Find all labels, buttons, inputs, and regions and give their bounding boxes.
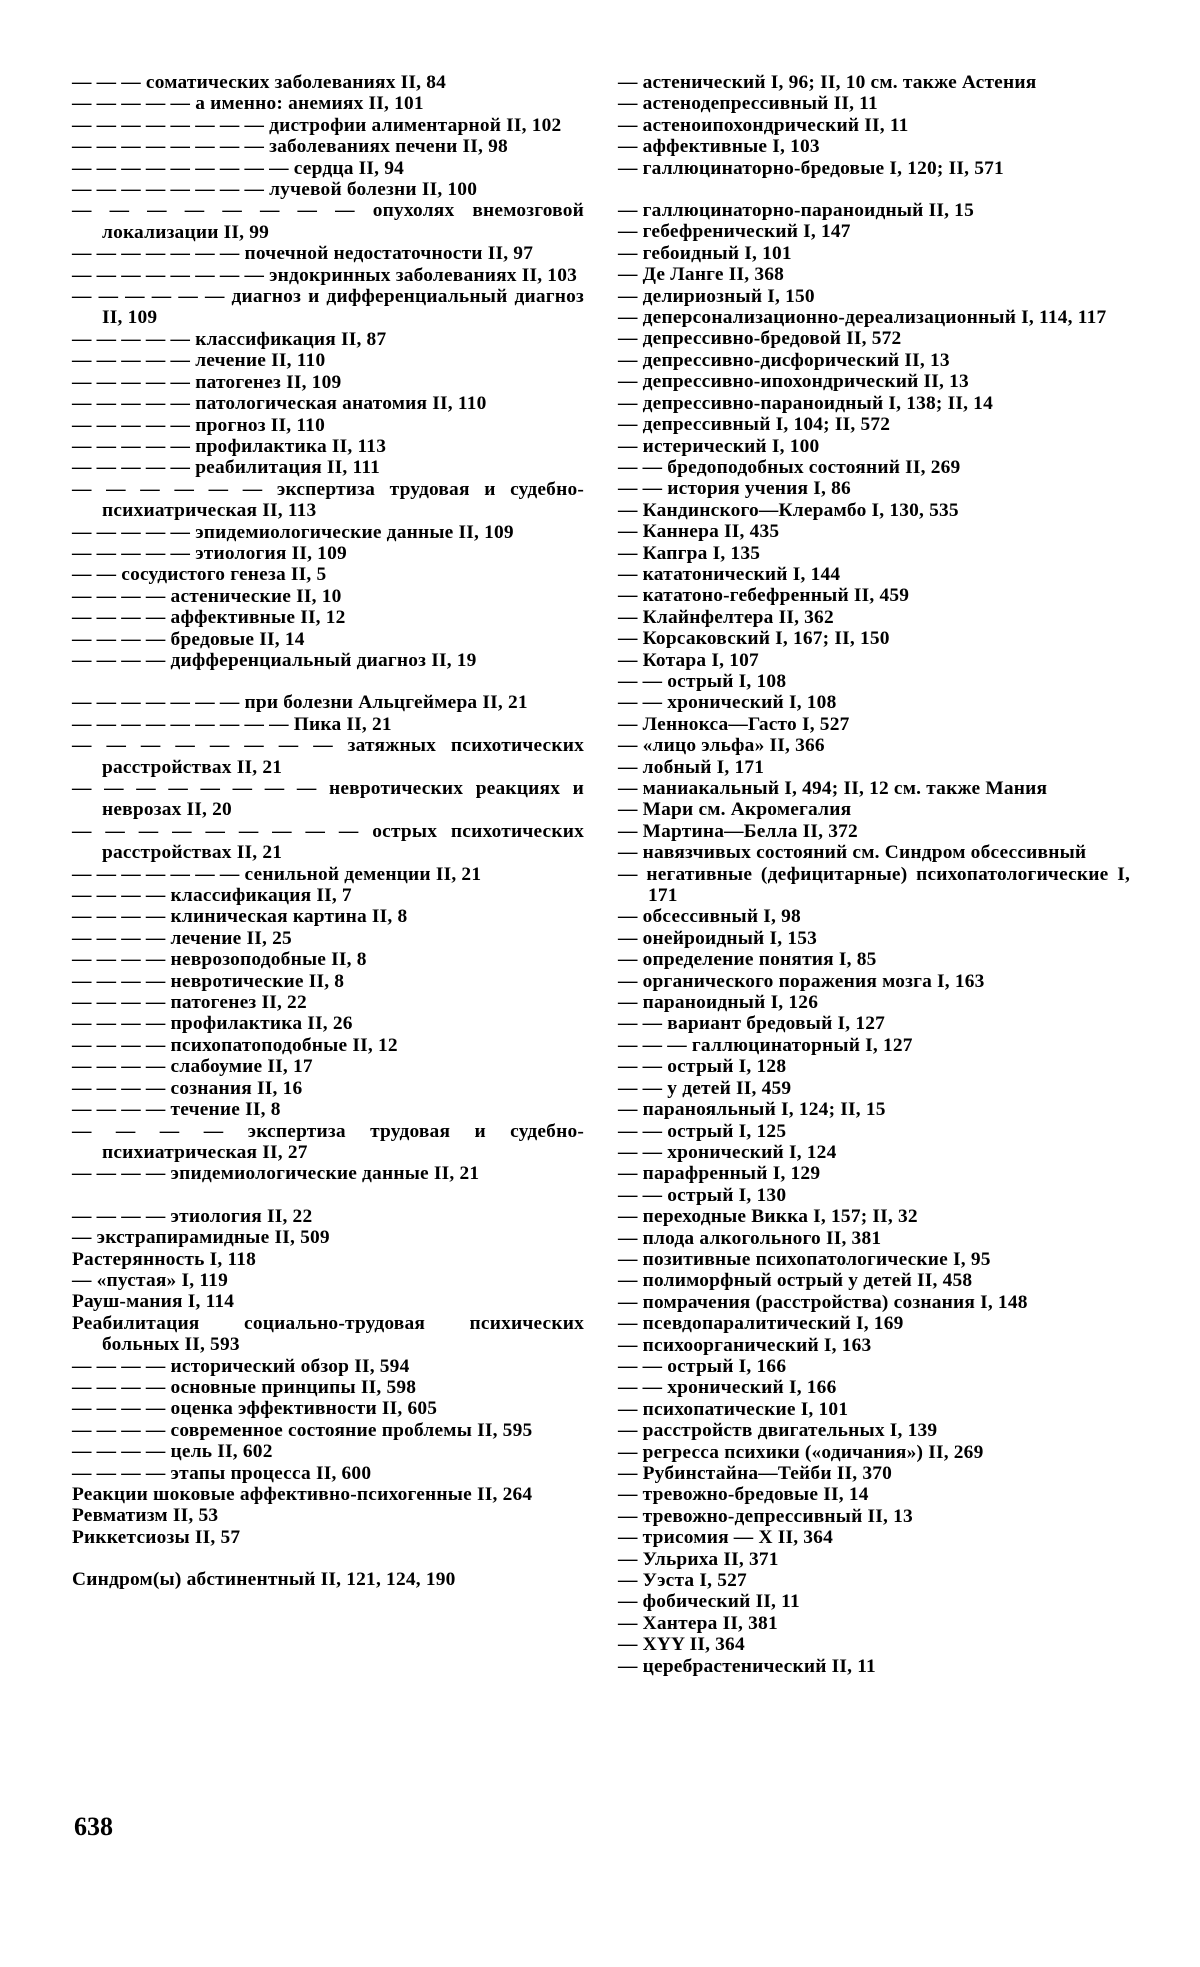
index-entry: — позитивные психопатологические I, 95 — [618, 1248, 991, 1270]
index-entry: — органического поражения мозга I, 163 — [618, 970, 985, 992]
index-entry: — — — — неврозоподобные II, 8 — [72, 949, 367, 971]
index-entry: Реакции шоковые аффективно-психогенные II, 264 — [72, 1484, 533, 1505]
index-entry: — — — — — реабилитация II, 111 — [72, 457, 381, 479]
index-entry: — психопатические I, 101 — [618, 1398, 849, 1420]
index-entry: — галлюцинаторно-бредовые I, 120; II, 571 — [618, 157, 1004, 179]
page-number: 638 — [74, 1812, 113, 1841]
index-entry: — — — — этапы процесса II, 600 — [72, 1462, 372, 1484]
index-entry: — — — — течение II, 8 — [72, 1099, 281, 1121]
index-entry: — депрессивный I, 104; II, 572 — [618, 414, 891, 436]
index-entry: — регресса психики («одичания») II, 269 — [618, 1441, 984, 1463]
index-entry: — — у детей II, 459 — [618, 1077, 792, 1099]
index-entry: — XYY II, 364 — [618, 1634, 745, 1656]
index-column-left — [72, 72, 584, 1591]
index-entry: — — — — бредовые II, 14 — [72, 628, 305, 650]
index-entry: — Котара I, 107 — [618, 649, 759, 671]
index-entry: — плода алкогольного II, 381 — [618, 1227, 882, 1249]
index-entry: — — — — сознания II, 16 — [72, 1077, 303, 1099]
index-entry: — истерический I, 100 — [618, 435, 820, 457]
index-entry: — Мартина—Белла II, 372 — [618, 820, 858, 842]
index-entry: — Кандинского—Клерамбо I, 130, 535 — [618, 499, 959, 521]
index-entry: — — — — — — — — эндокринных заболеваниях II, 103 — [72, 264, 577, 286]
index-entry: — полиморфный острый у детей II, 458 — [618, 1270, 973, 1292]
index-entry: Ревматизм II, 53 — [72, 1505, 219, 1527]
index-entry: — Рубинстайна—Тейби II, 370 — [618, 1463, 893, 1484]
index-entry: — — острый I, 130 — [618, 1184, 787, 1206]
index-entry: — — хронический I, 108 — [618, 692, 837, 714]
index-entry: — — — — — — — — невротических реакциях и неврозах II, 20 — [72, 778, 584, 821]
index-entry: — — — соматических заболеваниях II, 84 — [72, 72, 447, 93]
index-entry: — аффективные I, 103 — [618, 136, 820, 158]
index-entry: — парафренный I, 129 — [618, 1163, 821, 1185]
index-entry: — — — — — патологическая анатомия II, 110 — [72, 393, 487, 415]
index-entry: Реабилитация социально-трудовая психических больных II, 593 — [72, 1312, 584, 1356]
index-entry: — Каннера II, 435 — [618, 521, 780, 543]
index-entry: — — — — — — — — лучевой болезни II, 100 — [72, 179, 478, 201]
index-entry: — Де Ланге II, 368 — [618, 264, 785, 286]
index-entry: — — — галлюцинаторный I, 127 — [618, 1034, 913, 1056]
index-entry: — — — — — — — сенильной деменции II, 21 — [72, 863, 482, 885]
index-entry: — расстройств двигательных I, 139 — [618, 1420, 938, 1442]
index-entry: — псевдопаралитический I, 169 — [618, 1313, 904, 1335]
index-entry: — депрессивно-параноидный I, 138; II, 14 — [618, 392, 993, 414]
index-entry: — лобный I, 171 — [618, 756, 765, 778]
index-entry: — — — — — — диагноз и дифференциальный диагноз II, 109 — [72, 286, 584, 329]
index-entry: — гебефренический I, 147 — [618, 221, 851, 243]
index-entry: — определение понятия I, 85 — [618, 949, 877, 971]
index-entry: — — хронический I, 166 — [618, 1377, 837, 1399]
index-entry: — гебоидный I, 101 — [618, 242, 792, 264]
index-entry: — астенический I, 96; II, 10 см. также Астения — [618, 72, 1037, 93]
index-entry: — — — — лечение II, 25 — [72, 927, 292, 949]
index-entry: — — острый I, 166 — [618, 1355, 787, 1377]
index-entry: — — — — классификация II, 7 — [72, 885, 352, 907]
index-entry: — — — — — этиология II, 109 — [72, 542, 347, 564]
index-entry: Риккетсиозы II, 57 — [72, 1526, 241, 1548]
index-entry: — «пустая» I, 119 — [72, 1269, 228, 1291]
index-entry: — депрессивно-бредовой II, 572 — [618, 328, 902, 350]
index-entry: — — — — аффективные II, 12 — [72, 607, 346, 629]
index-entry: — Мари см. Акромегалия — [618, 799, 852, 821]
index-entry: — — — — современное состояние проблемы II, 595 — [72, 1419, 533, 1441]
index-entry: Синдром(ы) абстинентный II, 121, 124, 190 — [72, 1569, 456, 1591]
index-entry: — — — — профилактика II, 26 — [72, 1013, 353, 1035]
index-entry: — — — — клиническая картина II, 8 — [72, 906, 408, 928]
index-entry: — фобический II, 11 — [618, 1591, 800, 1613]
index-entry: Рауш-мания I, 114 — [72, 1291, 235, 1313]
index-entry: — — — — психопатоподобные II, 12 — [72, 1034, 398, 1056]
index-entry: — депрессивно-дисфорический II, 13 — [618, 349, 950, 371]
index-entry: — — — — невротические II, 8 — [72, 970, 345, 992]
index-entry: — — — — — а именно: анемиях II, 101 — [72, 93, 424, 115]
index-entry: — — — — цель II, 602 — [72, 1441, 273, 1463]
index-entry: — — — — — — — при болезни Альцгеймера II, 21 — [72, 692, 528, 714]
index-entry: — кататонический I, 144 — [618, 563, 841, 585]
index-entry: — Клайнфелтера II, 362 — [618, 606, 834, 628]
index-entry: — — — — — классификация II, 87 — [72, 328, 387, 350]
index-entry: — кататоно-гебефренный II, 459 — [618, 585, 910, 607]
index-entry: — — сосудистого генеза II, 5 — [72, 564, 327, 586]
index-entry: — онейроидный I, 153 — [618, 927, 818, 949]
index-entry: — — — — — эпидемиологические данные II, 109 — [72, 521, 514, 543]
index-entry: — помрачения (расстройства) сознания I, 148 — [618, 1291, 1028, 1313]
index-entry: — — — — — — — — — Пика II, 21 — [72, 713, 392, 735]
index-entry: — психоорганический I, 163 — [618, 1334, 872, 1356]
index-entry: — Леннокса—Гасто I, 527 — [618, 713, 850, 735]
index-entry: — — — — основные принципы II, 598 — [72, 1376, 417, 1398]
index-entry: — — острый I, 128 — [618, 1056, 787, 1078]
index-entry: — — история учения I, 86 — [618, 478, 851, 500]
index-entry: — Ульриха II, 371 — [618, 1548, 779, 1570]
index-entry: — — — — — — — — заболеваниях печени II, 98 — [72, 136, 508, 158]
index-entry: — экстрапирамидные II, 509 — [72, 1227, 330, 1249]
index-entry: — навязчивых состояний см. Синдром обсессивный — [618, 842, 1087, 864]
index-entry: — — — — — — — — дистрофии алиментарной II, 102 — [72, 114, 562, 136]
index-entry: — астеноипохондрический II, 11 — [618, 114, 909, 136]
index-entry: — галлюцинаторно-параноидный II, 15 — [618, 200, 974, 222]
index-entry: — обсессивный I, 98 — [618, 906, 801, 928]
index-entry: — переходные Викка I, 157; II, 32 — [618, 1206, 918, 1228]
index-entry: — — — — патогенез II, 22 — [72, 992, 307, 1014]
index-entry: — — — — эпидемиологические данные II, 21 — [72, 1163, 480, 1185]
index-entry: — — — — дифференциальный диагноз II, 19 — [72, 649, 477, 671]
index-entry: — — — — — лечение II, 110 — [72, 350, 326, 372]
index-entry: — Корсаковский I, 167; II, 150 — [618, 628, 890, 650]
index-entry: — деперсонализационно-дереализационный I, 114, 117 — [618, 307, 1107, 329]
index-entry: — — вариант бредовый I, 127 — [618, 1013, 886, 1035]
index-entry: — — — — экспертиза трудовая и судебно-психиатрическая II, 27 — [72, 1120, 584, 1163]
index-entry: — параноидный I, 126 — [618, 992, 819, 1014]
index-entry: — депрессивно-ипохондрический II, 13 — [618, 371, 969, 393]
index-entry: — — — — слабоумие II, 17 — [72, 1056, 313, 1078]
index-entry: — — — — оценка эффективности II, 605 — [72, 1398, 438, 1420]
index-entry: — — острый I, 108 — [618, 670, 787, 692]
index-entry: — — хронический I, 124 — [618, 1141, 837, 1163]
index-entry: — — — — — прогноз II, 110 — [72, 414, 325, 436]
index-entry: — — — — — — экспертиза трудовая и судебно-психиатрическая II, 113 — [72, 478, 584, 522]
index-entry: — трисомия — X II, 364 — [618, 1527, 833, 1549]
index-entry: — — — — — — — — затяжных психотических расстройствах II, 21 — [72, 735, 584, 778]
index-entry: — Хантера II, 381 — [618, 1612, 778, 1634]
index-entry: Растерянность I, 118 — [72, 1248, 257, 1270]
index-entry: — — — — этиология II, 22 — [72, 1205, 313, 1227]
index-entry: — Капгра I, 135 — [618, 542, 761, 564]
index-entry: — тревожно-депрессивный II, 13 — [618, 1505, 913, 1527]
index-entry: — тревожно-бредовые II, 14 — [618, 1484, 869, 1506]
index-entry: — «лицо эльфа» II, 366 — [618, 735, 825, 757]
index-entry: — — — — — — — почечной недостаточности II, 97 — [72, 243, 534, 265]
index-entry: — — — — — патогенез II, 109 — [72, 371, 342, 393]
index-entry: — — — — астенические II, 10 — [72, 585, 342, 607]
index-column-right — [618, 72, 1130, 1677]
index-entry: — Уэста I, 527 — [618, 1570, 747, 1592]
index-entry: — делириозный I, 150 — [618, 285, 815, 307]
index-entry: — маниакальный I, 494; II, 12 см. также Мания — [618, 778, 1048, 799]
index-entry: — негативные (дефицитарные) психопатологические I, 171 — [618, 863, 1130, 907]
index-entry: — — — — — — — — опухолях внемозговой локализации II, 99 — [72, 200, 584, 243]
index-entry: — — — — — — — — — сердца II, 94 — [72, 157, 405, 179]
index-entry: — — — — — профилактика II, 113 — [72, 435, 387, 457]
index-entry: — церебрастенический II, 11 — [618, 1655, 876, 1677]
index-entry: — паранояльный I, 124; II, 15 — [618, 1099, 886, 1121]
index-entry: — — острый I, 125 — [618, 1120, 787, 1142]
index-entry: — астенодепрессивный II, 11 — [618, 93, 878, 115]
index-entry: — — — — исторический обзор II, 594 — [72, 1355, 410, 1377]
index-entry: — — — — — — — — — острых психотических расстройствах II, 21 — [72, 820, 584, 864]
index-entry: — — бредоподобных состояний II, 269 — [618, 456, 961, 478]
